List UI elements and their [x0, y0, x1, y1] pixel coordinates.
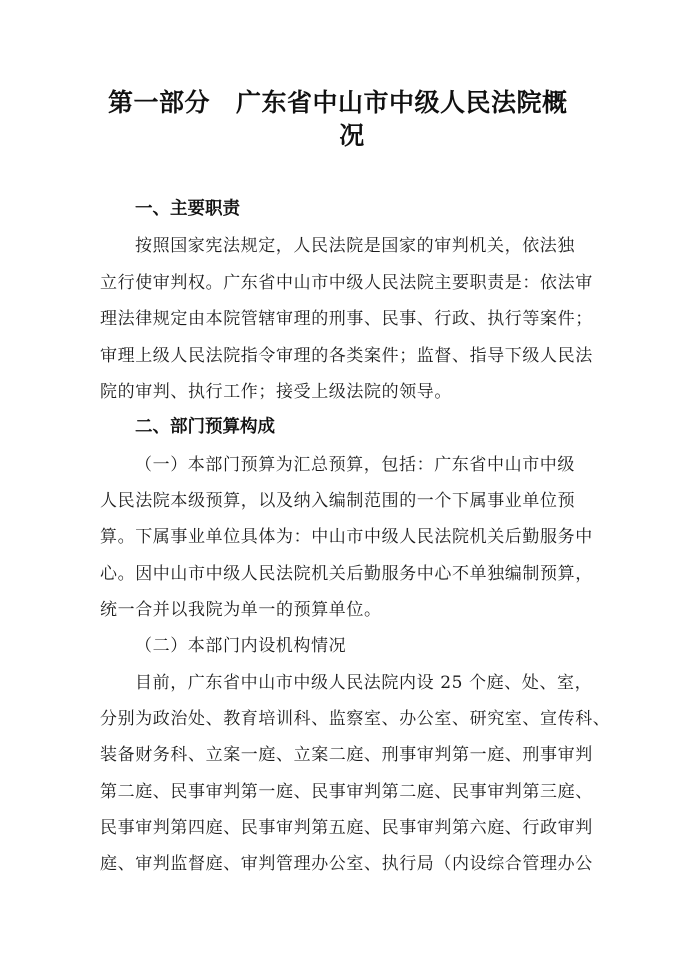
paragraph-line: 装备财务科、立案一庭、立案二庭、刑事审判第一庭、刑事审判 — [100, 745, 593, 765]
section-heading-budget: 二、部门预算构成 — [135, 417, 275, 437]
paragraph-line: 民事审判第四庭、民事审判第五庭、民事审判第六庭、行政审判 — [100, 818, 593, 838]
paragraph-line: 院的审判、执行工作；接受上级法院的领导。 — [100, 382, 452, 402]
page-title — [100, 86, 600, 152]
paragraph-line: 心。因中山市中级人民法院机关后勤服务中心不单独编制预算， — [100, 564, 593, 584]
paragraph-line: 庭、审判监督庭、审判管理办公室、执行局（内设综合管理办公 — [100, 854, 593, 874]
paragraph-line: 立行使审判权。广东省中山市中级人民法院主要职责是：依法审 — [100, 273, 593, 293]
title-line-1 — [100, 86, 600, 119]
paragraph-line: 目前，广东省中山市中级人民法院内设 25 个庭、处、室， — [135, 673, 593, 693]
section-heading-duties: 一、主要职责 — [135, 199, 240, 219]
paragraph-line: 第二庭、民事审判第一庭、民事审判第二庭、民事审判第三庭、 — [100, 782, 593, 802]
paragraph-line: 统一合并以我院为单一的预算单位。 — [100, 600, 382, 620]
paragraph-line: 算。下属事业单位具体为：中山市中级人民法院机关后勤服务中 — [100, 527, 593, 547]
paragraph-line: 审理上级人民法院指令审理的各类案件；监督、指导下级人民法 — [100, 346, 593, 366]
title-line-2: 况 — [339, 121, 365, 150]
paragraph-line: （一）本部门预算为汇总预算，包括：广东省中山市中级 — [135, 455, 575, 475]
paragraph-line: 理法律规定由本院管辖审理的刑事、民事、行政、执行等案件； — [100, 309, 593, 329]
paragraph-line: 分别为政治处、教育培训科、监察室、办公室、研究室、宣传科、 — [100, 709, 611, 729]
paragraph-line: 按照国家宪法规定，人民法院是国家的审判机关，依法独 — [135, 236, 575, 256]
title-part-label: 第一部分 — [108, 88, 211, 117]
paragraph-line: 人民法院本级预算，以及纳入编制范围的一个下属事业单位预 — [100, 491, 576, 511]
title-court-name: 广东省中山市中级人民法院概 — [236, 88, 568, 117]
subsection-heading-departments: （二）本部门内设机构情况 — [135, 636, 347, 656]
